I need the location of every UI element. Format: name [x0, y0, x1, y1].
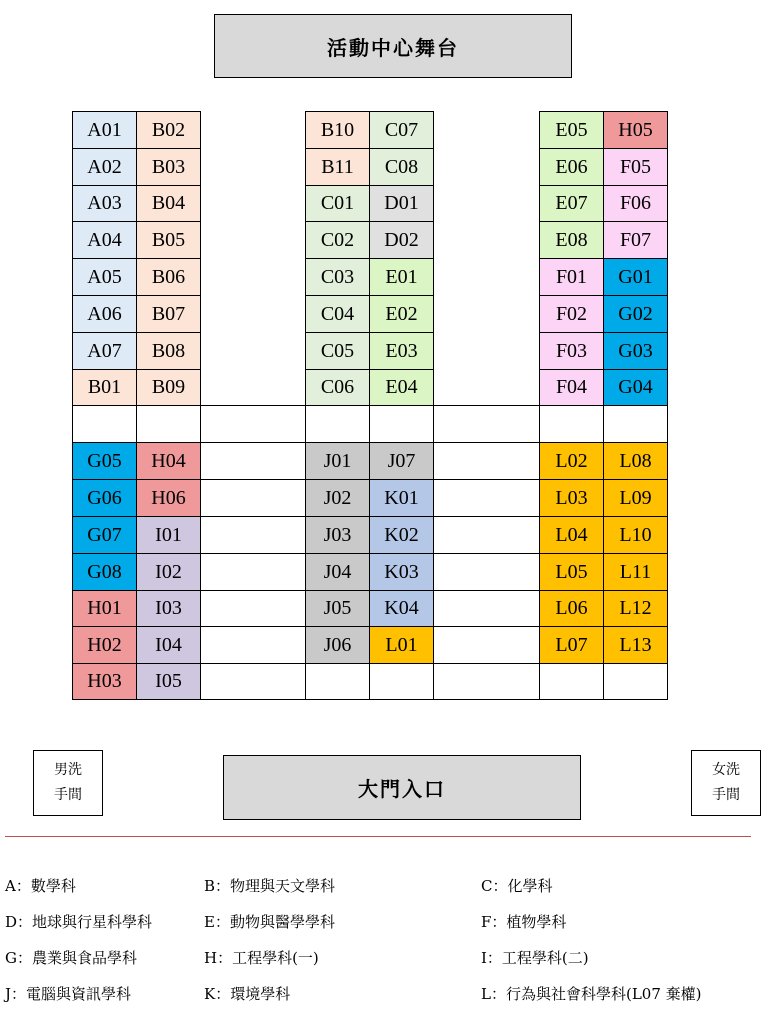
- booth-i05: I05: [136, 663, 201, 700]
- booth-g01: G01: [603, 258, 668, 296]
- legend-item: I：工程學科(二): [481, 949, 589, 967]
- booth-g07: G07: [72, 516, 137, 554]
- booth-g02: G02: [603, 295, 668, 333]
- mens-restroom: [33, 750, 103, 816]
- booth-j01: J01: [305, 442, 370, 480]
- booth-k04: K04: [369, 590, 434, 627]
- empty-cell: [305, 663, 370, 700]
- booth-i01: I01: [136, 516, 201, 554]
- booth-h06: H06: [136, 479, 201, 517]
- legend-item: D：地球與行星科學科: [5, 913, 153, 931]
- booth-b09: B09: [136, 369, 201, 406]
- empty-cell: [369, 663, 434, 700]
- aisle-cell: [200, 590, 306, 627]
- main-gate-label: 大門入口: [223, 755, 581, 820]
- booth-h05: H05: [603, 111, 668, 149]
- legend-item: L：行為與社會科學科(L07 棄權): [481, 985, 702, 1003]
- booth-l10: L10: [603, 516, 668, 554]
- legend-item: H：工程學科(一): [204, 949, 319, 967]
- booth-c01: C01: [305, 185, 370, 222]
- booth-j05: J05: [305, 590, 370, 627]
- booth-h04: H04: [136, 442, 201, 480]
- empty-cell: [200, 663, 306, 700]
- booth-c07: C07: [369, 111, 434, 149]
- separator-cell: [603, 405, 668, 443]
- booth-b11: B11: [305, 148, 370, 186]
- booth-g05: G05: [72, 442, 137, 480]
- booth-e07: E07: [539, 185, 604, 222]
- womens-restroom: [691, 750, 761, 816]
- booth-a01: A01: [72, 111, 137, 149]
- booth-f05: F05: [603, 148, 668, 186]
- aisle-cell: [433, 516, 540, 554]
- booth-h01: H01: [72, 590, 137, 627]
- booth-l01: L01: [369, 626, 434, 664]
- mens-restroom-line2: 手間: [54, 787, 82, 803]
- booth-b06: B06: [136, 258, 201, 296]
- booth-d02: D02: [369, 221, 434, 259]
- booth-c06: C06: [305, 369, 370, 406]
- separator-cell: [539, 405, 604, 443]
- booth-b10: B10: [305, 111, 370, 149]
- booth-l13: L13: [603, 626, 668, 664]
- mens-restroom-line1: 男洗: [54, 762, 82, 778]
- booth-f02: F02: [539, 295, 604, 333]
- booth-f07: F07: [603, 221, 668, 259]
- booth-l07: L07: [539, 626, 604, 664]
- separator-cell: [136, 405, 201, 443]
- separator-cell: [369, 405, 434, 443]
- booth-e05: E05: [539, 111, 604, 149]
- booth-e01: E01: [369, 258, 434, 296]
- aisle-cell: [200, 442, 306, 480]
- aisle-cell: [433, 479, 540, 517]
- booth-k03: K03: [369, 553, 434, 591]
- booth-c02: C02: [305, 221, 370, 259]
- booth-b04: B04: [136, 185, 201, 222]
- empty-cell: [433, 663, 540, 700]
- booth-g08: G08: [72, 553, 137, 591]
- legend-item: B：物理與天文學科: [204, 877, 336, 895]
- booth-f04: F04: [539, 369, 604, 406]
- booth-g04: G04: [603, 369, 668, 406]
- booth-l06: L06: [539, 590, 604, 627]
- booth-l02: L02: [539, 442, 604, 480]
- booth-f03: F03: [539, 332, 604, 370]
- booth-e03: E03: [369, 332, 434, 370]
- booth-c03: C03: [305, 258, 370, 296]
- booth-i04: I04: [136, 626, 201, 664]
- separator-cell: [433, 405, 540, 443]
- booth-l11: L11: [603, 553, 668, 591]
- booth-l09: L09: [603, 479, 668, 517]
- separator-cell: [200, 405, 306, 443]
- booth-g03: G03: [603, 332, 668, 370]
- booth-l05: L05: [539, 553, 604, 591]
- booth-b07: B07: [136, 295, 201, 333]
- aisle-cell: [433, 442, 540, 480]
- booth-k01: K01: [369, 479, 434, 517]
- booth-a03: A03: [72, 185, 137, 222]
- legend-item: G：農業與食品學科: [5, 949, 137, 967]
- empty-cell: [539, 663, 604, 700]
- booth-c08: C08: [369, 148, 434, 186]
- aisle-cell: [433, 590, 540, 627]
- booth-l12: L12: [603, 590, 668, 627]
- booth-a02: A02: [72, 148, 137, 186]
- aisle-cell: [200, 626, 306, 664]
- booth-l04: L04: [539, 516, 604, 554]
- booth-j03: J03: [305, 516, 370, 554]
- booth-b02: B02: [136, 111, 201, 149]
- legend-item: J：電腦與資訊學科: [5, 985, 132, 1003]
- booth-l03: L03: [539, 479, 604, 517]
- booth-l08: L08: [603, 442, 668, 480]
- booth-j06: J06: [305, 626, 370, 664]
- legend-item: E：動物與醫學學科: [204, 913, 335, 931]
- legend-item: K：環境學科: [204, 985, 291, 1003]
- booth-j07: J07: [369, 442, 434, 480]
- booth-b01: B01: [72, 369, 137, 406]
- booth-i03: I03: [136, 590, 201, 627]
- aisle-cell: [200, 553, 306, 591]
- booth-h03: H03: [72, 663, 137, 700]
- divider-line: [5, 836, 751, 837]
- aisle-cell: [200, 479, 306, 517]
- aisle-cell: [433, 626, 540, 664]
- booth-b08: B08: [136, 332, 201, 370]
- separator-cell: [72, 405, 137, 443]
- womens-restroom-line2: 手間: [712, 787, 740, 803]
- booth-b03: B03: [136, 148, 201, 186]
- booth-a06: A06: [72, 295, 137, 333]
- booth-c05: C05: [305, 332, 370, 370]
- booth-j02: J02: [305, 479, 370, 517]
- booth-e06: E06: [539, 148, 604, 186]
- booth-e08: E08: [539, 221, 604, 259]
- legend-item: F：植物學科: [481, 913, 567, 931]
- booth-c04: C04: [305, 295, 370, 333]
- booth-h02: H02: [72, 626, 137, 664]
- booth-i02: I02: [136, 553, 201, 591]
- booth-a04: A04: [72, 221, 137, 259]
- booth-b05: B05: [136, 221, 201, 259]
- booth-g06: G06: [72, 479, 137, 517]
- booth-j04: J04: [305, 553, 370, 591]
- aisle-cell: [200, 516, 306, 554]
- booth-a07: A07: [72, 332, 137, 370]
- aisle-cell: [433, 553, 540, 591]
- booth-e04: E04: [369, 369, 434, 406]
- booth-d01: D01: [369, 185, 434, 222]
- booth-f01: F01: [539, 258, 604, 296]
- stage-label: 活動中心舞台: [214, 14, 572, 78]
- booth-k02: K02: [369, 516, 434, 554]
- booth-e02: E02: [369, 295, 434, 333]
- booth-a05: A05: [72, 258, 137, 296]
- empty-cell: [603, 663, 668, 700]
- womens-restroom-line1: 女洗: [712, 762, 740, 778]
- legend-item: C：化學科: [481, 877, 553, 895]
- separator-cell: [305, 405, 370, 443]
- legend-item: A：數學科: [5, 877, 76, 895]
- booth-f06: F06: [603, 185, 668, 222]
